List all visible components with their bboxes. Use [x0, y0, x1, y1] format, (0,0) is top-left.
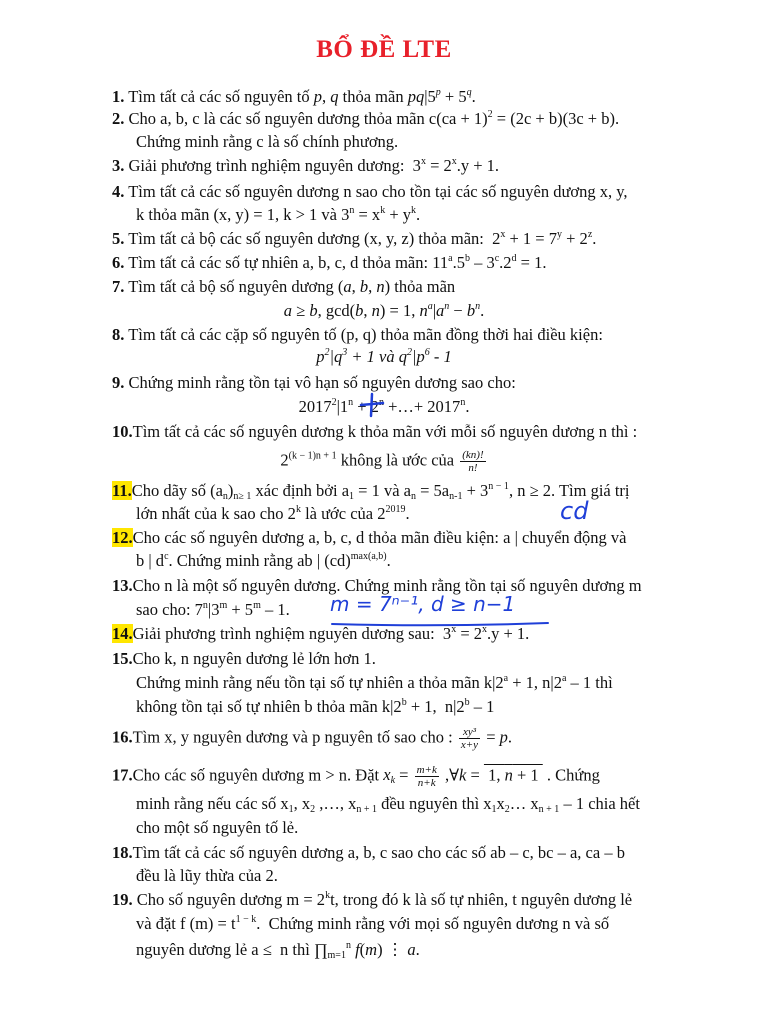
problem-19-line-3: nguyên dương lẻ a ≤ n thì $\prod_{m=1}^n$ f(m) ⋮ a. [136, 940, 420, 961]
problem-11-line-2: lớn nhất của k sao cho 2$^k$ là ước của $2^{2019}$. [136, 504, 410, 523]
problem-2-line-2: Chứng minh rằng c là số chính phương. [136, 132, 399, 151]
problem-14: 14.Giải phương trình nghiệm nguyên dương sau: $3^x = 2^x.y + 1$. [112, 624, 530, 643]
problem-13: 13.Cho n là một số nguyên dương. Chứng minh rằng tồn tại số nguyên dương m [112, 576, 642, 595]
problem-16: 16.Tìm x, y nguyên dương và p nguyên tố sao cho : $\frac{\text{xy³}}{x+y}$ = p. [112, 726, 512, 751]
problem-1: 1. Tìm tất cả các số nguyên tố p, q thỏa mãn $pq|5^p + 5^q$. [112, 87, 476, 106]
problem-12: 12.Cho các số nguyên dương a, b, c, d thỏa mãn điều kiện: a | chuyển động và [112, 528, 627, 547]
problem-15-line-2: Chứng minh rằng nếu tồn tại số tự nhiên a thỏa mãn $k|2^a + 1$, n|2$^a$ – 1 thì [136, 673, 613, 692]
problem-9: 9. Chứng minh rằng tồn tại vô hạn số nguyên dương sao cho: [112, 373, 516, 392]
problem-18: 18.Tìm tất cả các số nguyên dương a, b, c sao cho các số ab – c, bc – a, ca – b [112, 843, 625, 862]
problem-8: 8. Tìm tất cả các cặp số nguyên tố (p, q) thỏa mãn đồng thời hai điều kiện: [112, 325, 603, 344]
problem-19-line-2: và đặt f $(m) = t^{1 - k}$. Chứng minh rằng với mọi số nguyên dương n và số [136, 914, 610, 933]
problem-13-line-2: sao cho: $7^n|3^m + 5^m - 1$. [136, 600, 290, 619]
problem-2: 2. Cho a, b, c là các số nguyên dương thỏa mãn c(ca + 1)$^2$ = (2c + b)(3c + b). [112, 109, 620, 128]
handwritten-note-13: m = 7ⁿ⁻¹, d ≥ n−1 [330, 592, 516, 616]
problem-17: 17.Cho các số nguyên dương m > n. Đặt $x_k$ = $\frac{m+k}{n+k}$ ,∀k = 1, n + 1 . Chứng [112, 764, 600, 789]
problem-7: 7. Tìm tất cả bộ số nguyên dương (a, b, n) thỏa mãn [112, 277, 456, 296]
problem-19: 19. Cho số nguyên dương $m = 2^kt$, trong đó k là số tự nhiên, t nguyên dương lẻ [112, 890, 633, 909]
problem-10: 10.Tìm tất cả các số nguyên dương k thỏa mãn với mỗi số nguyên dương n thì : [112, 422, 638, 441]
problem-10-formula: $2^{(k - 1)n + 1}$ không là ước của $\frac{(kn)!}{n!}$ [280, 449, 484, 474]
document-title: BỔ ĐỀ LTE [316, 36, 452, 63]
problem-15: 15.Cho k, n nguyên dương lẻ lớn hơn 1. [112, 649, 376, 668]
problem-number: 1. [112, 87, 125, 106]
problem-18-line-2: đều là lũy thừa của 2. [136, 866, 278, 885]
handwritten-underline [330, 620, 550, 628]
problem-12-line-2: b | $d^c$. Chứng minh rằng ab | (cd)$^{max(a,b)}$. [136, 551, 391, 570]
problem-3: 3. Giải phương trình nghiệm nguyên dương: $3^x = 2^x.y + 1$. [112, 156, 500, 175]
problem-7-formula: a ≥ b, gcd(b, n) = 1, $n^a|a^n - b^n$. [283, 301, 485, 320]
problem-11: 11.Cho dãy số $(a_n)_{n\ge 1}$ xác định bởi $a_1 = 1$ và $a_n = 5a_{n-1} + 3^{n - 1}$, n ≥ 2. Tìm giá trị [112, 481, 630, 502]
problem-9-formula: $2017^2|1^n + 2^n$ +…+ $2017^n$. [298, 397, 470, 416]
problem-15-line-3: không tồn tại số tự nhiên b thỏa mãn $k|2^b + 1$, n|2$^b$ – 1 [136, 697, 495, 716]
problem-4: 4. Tìm tất cả các số nguyên dương n sao cho tồn tại các số nguyên dương x, y, [112, 182, 628, 201]
problem-6: 6. Tìm tất cả các số tự nhiên a, b, c, d thỏa mãn: $11^a.5^b - 3^c.2^d = 1$. [112, 253, 547, 272]
handwritten-strike-mark [357, 392, 387, 418]
problem-8-formula: $p^2|q^3 + 1$ và $q^2|p^6 - 1$ [316, 347, 452, 366]
problem-17-line-3: cho một số nguyên tố lẻ. [136, 818, 299, 837]
problem-4-line-2: k thỏa mãn (x, y) = 1, k > 1 và $3^n = x^k + y^k$. [136, 205, 421, 224]
problem-5: 5. Tìm tất cả bộ các số nguyên dương (x, y, z) thỏa mãn: $2^x + 1 = 7^y + 2^z$. [112, 229, 597, 248]
handwritten-note-cd: cd [560, 497, 589, 525]
problem-17-line-2: minh rằng nếu các số $x_1$, $x_2$ ,…, $x_{n + 1}$ đều nguyên thì $x_1x_2\dots$ $x_{n + 1} - 1$ chia hết [136, 794, 640, 815]
